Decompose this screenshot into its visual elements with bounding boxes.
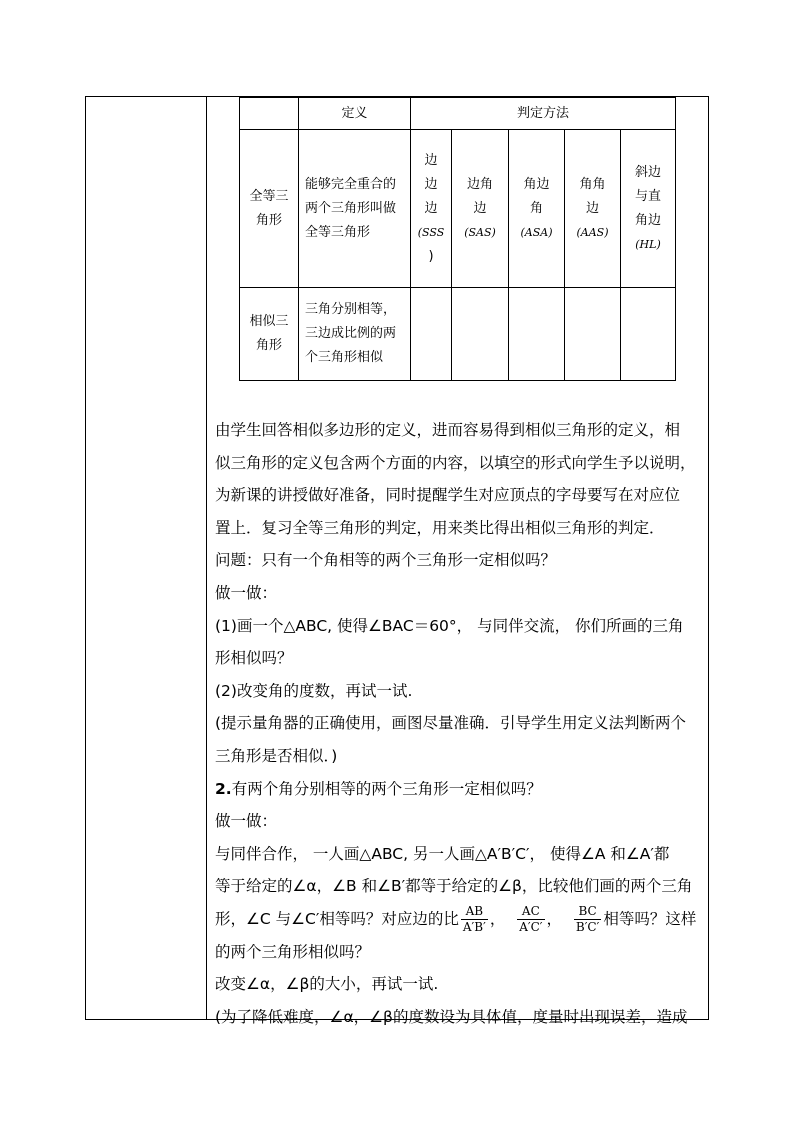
text-line: 做一做： (215, 812, 278, 831)
page-table-column-divider (206, 96, 207, 1020)
definition-similar: 三角分别相等， 三边成比例的两 个三角形相似 (299, 288, 411, 381)
fraction-ab: $\frac{AB}{A'B'}$ (462, 903, 486, 934)
method-sas: 边角 边 (SAS) (452, 130, 509, 288)
method-hl: 斜边 与直 角边 (HL) (621, 130, 676, 288)
ratio-line: 形，∠C 与∠C′相等吗？对应边的比 $\frac{AB}{A'B'}$ ， $\frac{AC}{A'C'}$ ， $\frac{BC}{B'C'}$ 相等吗？这样 (215, 903, 697, 934)
text-line: 形相似吗？ (215, 649, 293, 668)
text-line: 做一做： (215, 583, 278, 602)
empty-cell (411, 288, 452, 381)
comparison-table (239, 97, 676, 381)
table-row-congruent (240, 130, 676, 288)
method-asa: 角边 角 (ASA) (509, 130, 565, 288)
question-number: 2. (215, 779, 232, 798)
method-aas: 角角 边 (AAS) (565, 130, 621, 288)
fraction-ac: $\frac{AC}{A'C'}$ (519, 903, 543, 934)
table-header-row (240, 98, 676, 130)
question-line: 问题：只有一个角相等的两个三角形一定相似吗？ (215, 551, 557, 570)
row-label-congruent: 全等三 角形 (240, 130, 299, 288)
header-definition: 定义 (299, 98, 411, 130)
text-line: 的两个三角形相似吗？ (215, 942, 371, 961)
row-label-similar: 相似三 角形 (240, 288, 299, 381)
text-line: 三角形是否相似．) (215, 746, 338, 765)
table-corner-cell (240, 98, 299, 130)
lesson-text (215, 414, 703, 1033)
method-sss: 边 边 边 (SSS ) (411, 130, 452, 288)
text-line: 等于给定的∠α，∠B 和∠B′都等于给定的∠β，比较他们画的两个三角 (215, 877, 693, 896)
fraction-bc: $\frac{BC}{B'C'}$ (575, 903, 600, 934)
table-row-similar (240, 288, 676, 381)
text-line: 改变∠α，∠β的大小，再试一试. (215, 975, 439, 994)
text-line: 由学生回答相似多边形的定义，进而容易得到相似三角形的定义，相 (215, 421, 681, 439)
empty-cell (509, 288, 565, 381)
empty-cell (452, 288, 509, 381)
text-line: (提示量角器的正确使用，画图尽量准确．引导学生用定义法判断两个 (215, 714, 687, 733)
text-line: 置上．复习全等三角形的判定，用来类比得出相似三角形的判定． (215, 518, 665, 537)
empty-cell (621, 288, 676, 381)
header-method: 判定方法 (411, 98, 676, 130)
text-line: (为了降低难度，∠α，∠β的度数设为具体值，度量时出现误差，造成 (215, 1007, 688, 1026)
text-line: (2)改变角的度数，再试一试. (215, 681, 413, 700)
empty-cell (565, 288, 621, 381)
question-2-line: 2.有两个角分别相等的两个三角形一定相似吗？ (215, 779, 542, 798)
text-line: 似三角形的定义包含两个方面的内容，以填空的形式向学生予以说明， (215, 453, 696, 472)
text-line: 与同伴合作， 一人画△ABC, 另一人画△A′B′C′， 使得∠A 和∠A′都 (215, 844, 670, 863)
text-line: 为新课的讲授做好准备，同时提醒学生对应顶点的字母要写在对应位 (215, 486, 681, 505)
text-line: (1)画一个△ABC, 使得∠BAC＝60°， 与同伴交流， 你们所画的三角 (215, 616, 684, 635)
definition-congruent: 能够完全重合的 两个三角形叫做 全等三角形 (299, 130, 411, 288)
